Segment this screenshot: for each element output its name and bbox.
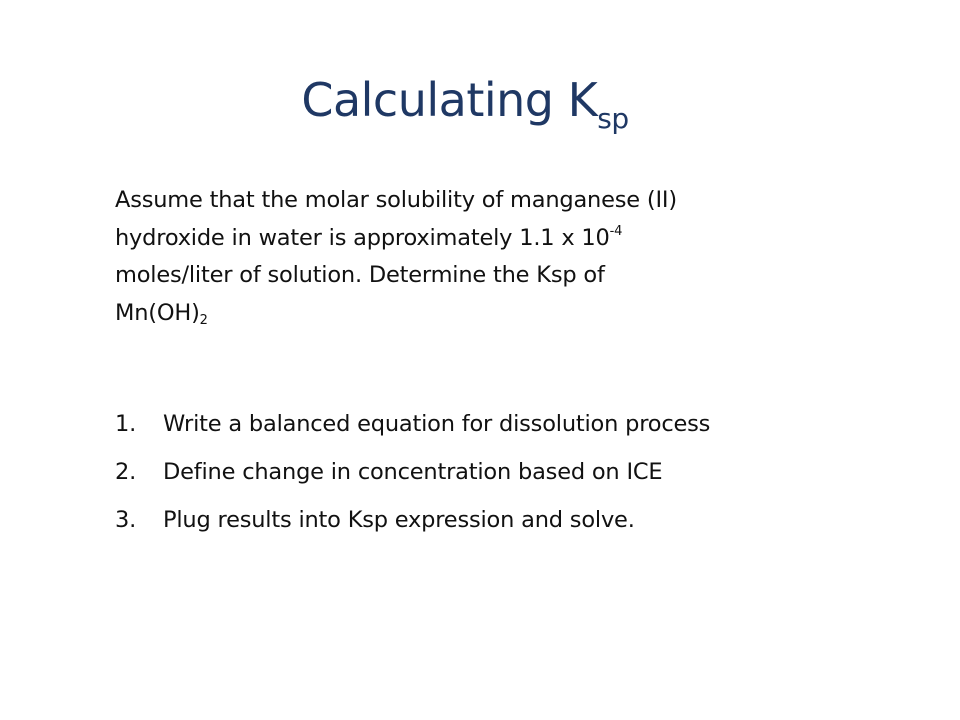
problem-line-2-text: hydroxide in water is approximately 1.1 x 10 [115, 224, 610, 251]
exponent: -4 [609, 223, 623, 239]
title-subscript: sp [597, 102, 629, 135]
title-main: Calculating K [301, 73, 598, 127]
slide-title [0, 70, 930, 135]
step-number: 2. [115, 459, 137, 485]
steps-list [115, 404, 875, 548]
list-item [115, 452, 875, 500]
step-text: Write a balanced equation for dissolution process [163, 411, 711, 437]
problem-line-3: moles/liter of solution. Determine the Ksp of [115, 262, 605, 288]
list-item [115, 404, 875, 452]
step-text: Plug results into Ksp expression and solve. [163, 507, 635, 533]
formula-text: Mn(OH) [115, 299, 200, 326]
problem-line-1: Assume that the molar solubility of manganese (II) [115, 187, 677, 213]
formula-subscript: 2 [199, 312, 208, 328]
step-text: Define change in concentration based on ICE [163, 459, 663, 485]
problem-line-2 [115, 220, 815, 258]
step-number: 3. [115, 507, 137, 533]
problem-statement [115, 182, 815, 332]
list-item [115, 500, 875, 548]
step-number: 1. [115, 411, 137, 437]
problem-line-4 [115, 295, 815, 333]
